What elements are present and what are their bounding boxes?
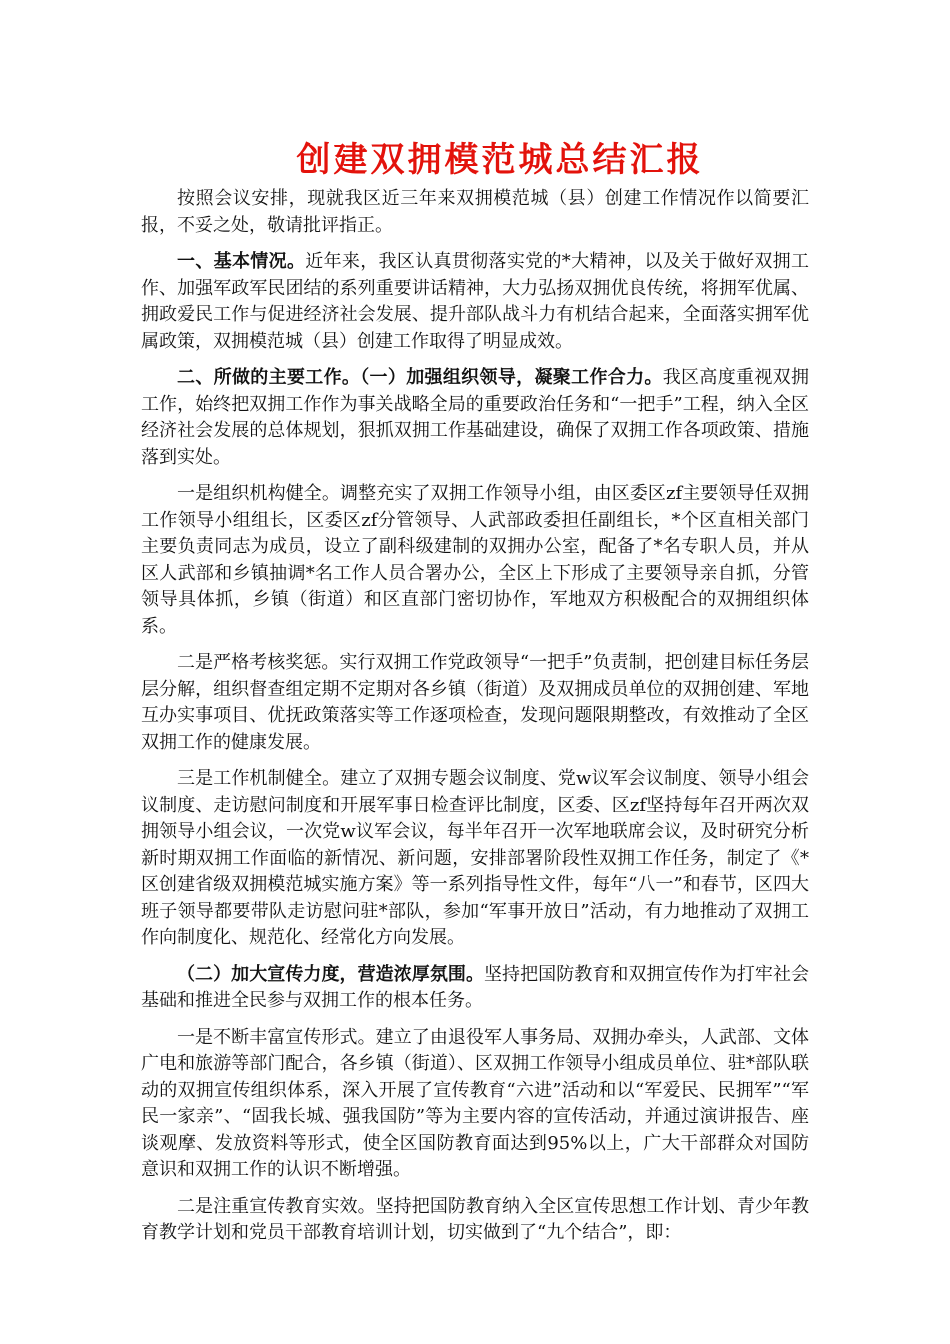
document-body	[141, 186, 809, 1257]
paragraph-text: 三是工作机制健全。建立了双拥专题会议制度、党w议军会议制度、领导小组会议制度、走访慰问制度和开展军事日检查评比制度，区委、区zf坚持每年召开两次双拥领导小组会议，一次党w议军会议，每半年召开一次军地联席会议，及时研究分析新时期双拥工作面临的新情况、新问题，安排部署阶段性双拥工作任务，制定了《*区创建省级双拥模范城实施方案》等一系列指导性文件，每年“八一”和春节，区四大班子领导都要带队走访慰问驻*部队，参加“军事开放日”活动，有力地推动了双拥工作向制度化、规范化、经常化方向发展。	[141, 768, 809, 948]
document-title: 创建双拥模范城总结汇报	[296, 140, 704, 180]
paragraph-publicity-forms	[141, 1025, 809, 1184]
paragraph-text: 二是严格考核奖惩。实行双拥工作党政领导“一把手”负责制，把创建目标任务层层分解，组织督查组定期不定期对各乡镇（街道）及双拥成员单位的双拥创建、军地互办实事项目、优抚政策落实等工作逐项检查，发现问题限期整改，有效推动了全区双拥工作的健康发展。	[141, 652, 809, 753]
section-heading: 二、所做的主要工作。（一）加强组织领导，凝聚工作合力。	[177, 367, 663, 388]
paragraph-text: 坚持把国防教育和双拥宣传作为打牢社会基础和推进全民参与双拥工作的根本任务。	[141, 963, 809, 1011]
paragraph-text: 一是不断丰富宣传形式。建立了由退役军人事务局、双拥办牵头，人武部、文体广电和旅游等部门配合，各乡镇（街道）、区双拥工作领导小组成员单位、驻*部队联动的双拥宣传组织体系，深入开展了宣传教育“六进”活动和以“军爱民、民拥军”“军民一家亲”、“固我长城、强我国防”等为主要内容的宣传活动，并通过演讲报告、座谈观摩、发放资料等形式，使全区国防教育面达到95%以上，广大干部群众对国防意识和双拥工作的认识不断增强。	[141, 1026, 809, 1180]
paragraph-text: 我区高度重视双拥工作，始终把双拥工作作为事关战略全局的重要政治任务和“一把手”工程，纳入全区经济社会发展的总体规划，狠抓双拥工作基础建设，确保了双拥工作各项政策、措施落到实处。	[141, 367, 809, 468]
section-heading: （二）加大宣传力度，营造浓厚氛围。	[177, 963, 484, 985]
paragraph-text: 一是组织机构健全。调整充实了双拥工作领导小组，由区委区zf主要领导任双拥工作领导小组组长，区委区zf分管领导、人武部政委担任副组长，*个区直相关部门主要负责同志为成员，设立了副科级建制的双拥办公室，配备了*名专职人员，并从区人武部和乡镇抽调*名工作人员合署办公，全区上下形成了主要领导亲自抓，分管领导具体抓，乡镇（街道）和区直部门密切协作，军地双方积极配合的双拥组织体系。	[141, 483, 809, 637]
paragraph-text: 二是注重宣传教育实效。坚持把国防教育纳入全区宣传思想工作计划、青少年教育教学计划和党员干部教育培训计划，切实做到了“九个结合”，即：	[141, 1195, 809, 1243]
paragraph-text: 按照会议安排，现就我区近三年来双拥模范城（县）创建工作情况作以简要汇报，不妥之处，敬请批评指正。	[141, 188, 809, 236]
section-heading: 一、基本情况。	[177, 251, 306, 272]
paragraph-main-work	[141, 365, 809, 471]
paragraph-assessment	[141, 650, 809, 756]
paragraph-publicity	[141, 962, 809, 1015]
paragraph-basic-situation	[141, 249, 809, 355]
paragraph-intro	[141, 186, 809, 239]
paragraph-mechanism	[141, 766, 809, 952]
paragraph-publicity-effect	[141, 1194, 809, 1247]
paragraph-text: 近年来，我区认真贯彻落实党的*大精神，以及关于做好双拥工作、加强军政军民团结的系列重要讲话精神，大力弘扬双拥优良传统，将拥军优属、拥政爱民工作与促进经济社会发展、提升部队战斗力有机结合起来，全面落实拥军优属政策，双拥模范城（县）创建工作取得了明显成效。	[141, 251, 809, 352]
paragraph-organization	[141, 481, 809, 640]
